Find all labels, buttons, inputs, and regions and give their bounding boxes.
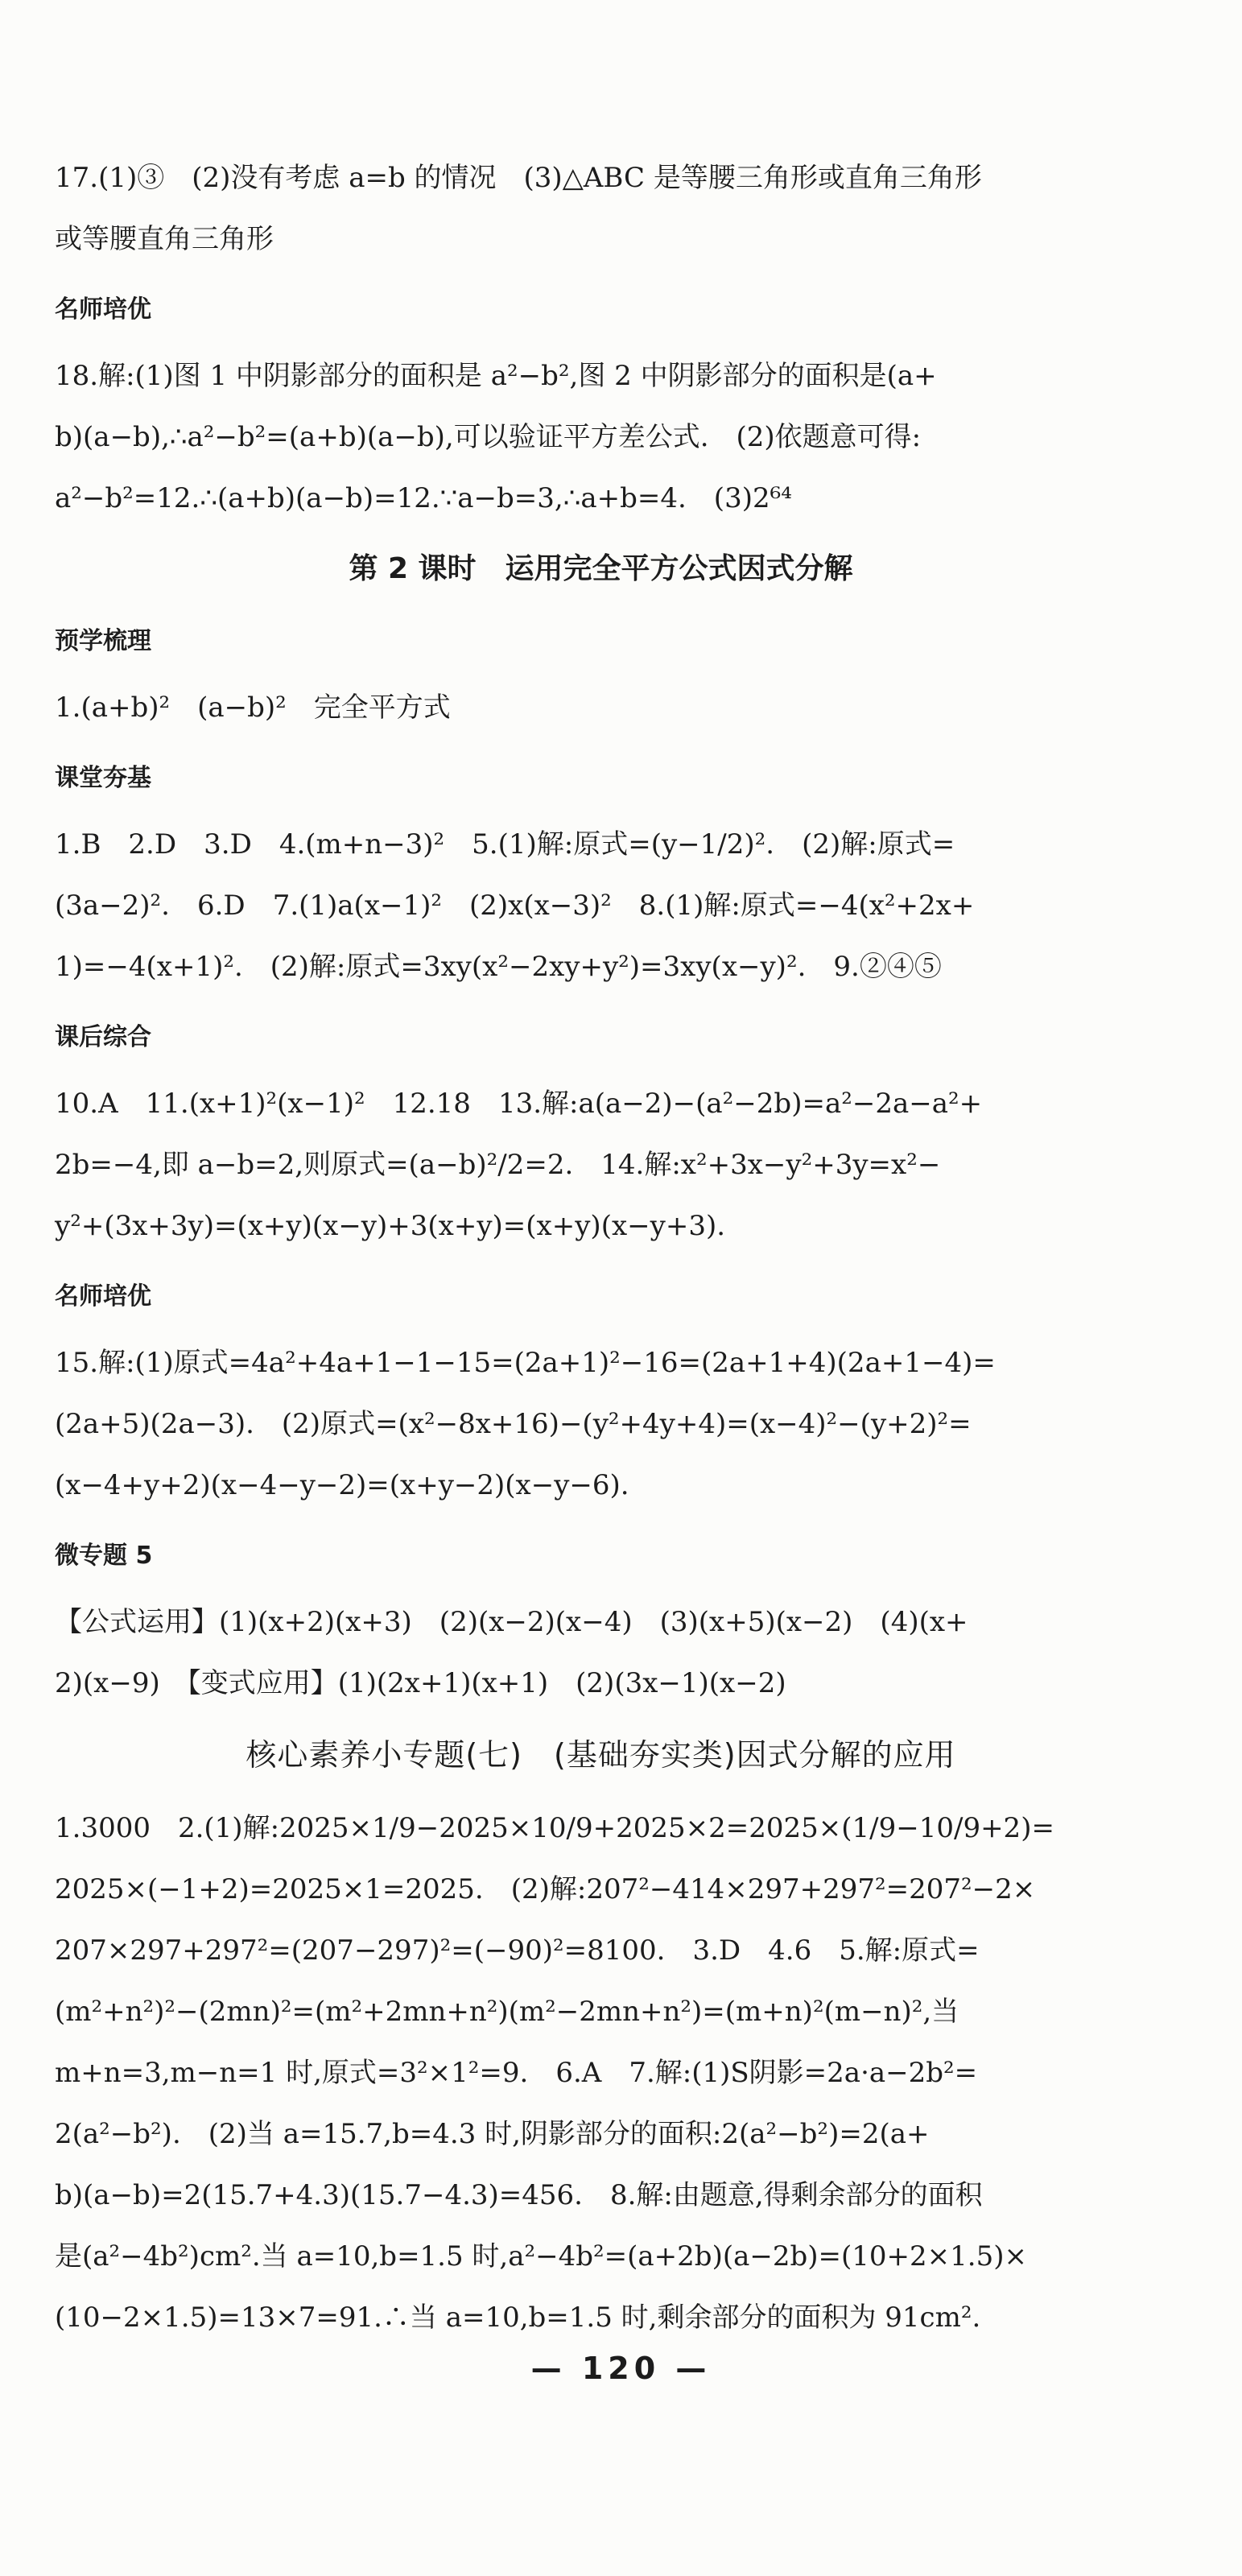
answer-paragraph	[55, 1602, 1147, 1703]
page-number: — 120 —	[530, 2351, 712, 2386]
answer-paragraph	[55, 687, 1147, 728]
answer-line: (x−4+y+2)(x−4−y−2)=(x+y−2)(x−y−6).	[55, 1469, 629, 1501]
answer-paragraph	[55, 1084, 1147, 1246]
answer-line: 1.3000 2.(1)解:2025×1/9−2025×10/9+2025×2=2025×(1/9−10/9+2)=	[55, 1812, 1054, 1844]
answer-line: 1)=−4(x+1)². (2)解:原式=3xy(x²−2xy+y²)=3xy(x−y)². 9.②④⑤	[55, 951, 942, 983]
answer-paragraph	[55, 1808, 1147, 2338]
section-label: 课后综合	[55, 1023, 151, 1051]
section-label: 预学梳理	[55, 627, 151, 655]
answer-line: 或等腰直角三角形	[55, 223, 274, 255]
answer-line: a²−b²=12.∴(a+b)(a−b)=12.∵a−b=3,∴a+b=4. (3)2⁶⁴	[55, 482, 792, 514]
answer-paragraph	[55, 158, 1147, 259]
answer-line: 15.解:(1)原式=4a²+4a+1−1−15=(2a+1)²−16=(2a+1+4)(2a+1−4)=	[55, 1347, 996, 1379]
section-label: 名师培优	[55, 1282, 151, 1311]
answer-line: 2)(x−9) 【变式应用】(1)(2x+1)(x+1) (2)(3x−1)(x−2)	[55, 1667, 786, 1699]
answer-line: m+n=3,m−n=1 时,原式=3²×1²=9. 6.A 7.解:(1)S阴影=2a·a−2b²=	[55, 2057, 978, 2089]
section-label: 课堂夯基	[55, 764, 151, 792]
answer-line: 1.(a+b)² (a−b)² 完全平方式	[55, 691, 451, 724]
answer-paragraph	[55, 1343, 1147, 1505]
section-label: 名师培优	[55, 295, 151, 324]
section-title: 第 2 课时 运用完全平方公式因式分解	[349, 552, 853, 585]
answer-content	[55, 158, 1147, 2338]
answer-line: 10.A 11.(x+1)²(x−1)² 12.18 13.解:a(a−2)−(a²−2b)=a²−2a−a²+	[55, 1088, 983, 1120]
answer-line: (2a+5)(2a−3). (2)原式=(x²−8x+16)−(y²+4y+4)=(x−4)²−(y+2)²=	[55, 1408, 972, 1440]
answer-line: 1.B 2.D 3.D 4.(m+n−3)² 5.(1)解:原式=(y−1/2)². (2)解:原式=	[55, 828, 955, 861]
answer-line: y²+(3x+3y)=(x+y)(x−y)+3(x+y)=(x+y)(x−y+3).	[55, 1210, 726, 1242]
answer-line: 【公式运用】(1)(x+2)(x+3) (2)(x−2)(x−4) (3)(x+5)(x−2) (4)(x+	[55, 1606, 968, 1638]
answer-line: 2(a²−b²). (2)当 a=15.7,b=4.3 时,阴影部分的面积:2(a²−b²)=2(a+	[55, 2118, 930, 2150]
section-label: 微专题 5	[55, 1542, 153, 1570]
answer-line: (m²+n²)²−(2mn)²=(m²+2mn+n²)(m²−2mn+n²)=(m+n)²(m−n)²,当	[55, 1996, 959, 2028]
answer-line: 是(a²−4b²)cm².当 a=10,b=1.5 时,a²−4b²=(a+2b)(a−2b)=(10+2×1.5)×	[55, 2240, 1027, 2273]
answer-line: (10−2×1.5)=13×7=91.∴当 a=10,b=1.5 时,剩余部分的面积为 91cm².	[55, 2301, 981, 2334]
answer-paragraph	[55, 356, 1147, 518]
answer-line: 18.解:(1)图 1 中阴影部分的面积是 a²−b²,图 2 中阴影部分的面积是(a+	[55, 360, 937, 392]
answer-line: 2b=−4,即 a−b=2,则原式=(a−b)²/2=2. 14.解:x²+3x−y²+3y=x²−	[55, 1149, 941, 1181]
answer-line: (3a−2)². 6.D 7.(1)a(x−1)² (2)x(x−3)² 8.(1)解:原式=−4(x²+2x+	[55, 890, 975, 922]
answer-paragraph	[55, 824, 1147, 987]
answer-line: 2025×(−1+2)=2025×1=2025. (2)解:207²−414×297+297²=207²−2×	[55, 1873, 1036, 1905]
answer-line: 17.(1)③ (2)没有考虑 a=b 的情况 (3)△ABC 是等腰三角形或直角三角形	[55, 162, 982, 194]
answer-line: b)(a−b),∴a²−b²=(a+b)(a−b),可以验证平方差公式. (2)依题意可得:	[55, 421, 922, 453]
answer-line: b)(a−b)=2(15.7+4.3)(15.7−4.3)=456. 8.解:由题意,得剩余部分的面积	[55, 2179, 983, 2211]
answer-line: 207×297+297²=(207−297)²=(−90)²=8100. 3.D 4.6 5.解:原式=	[55, 1934, 980, 1967]
section-title: 核心素养小专题(七) (基础夯实类)因式分解的应用	[246, 1737, 956, 1773]
